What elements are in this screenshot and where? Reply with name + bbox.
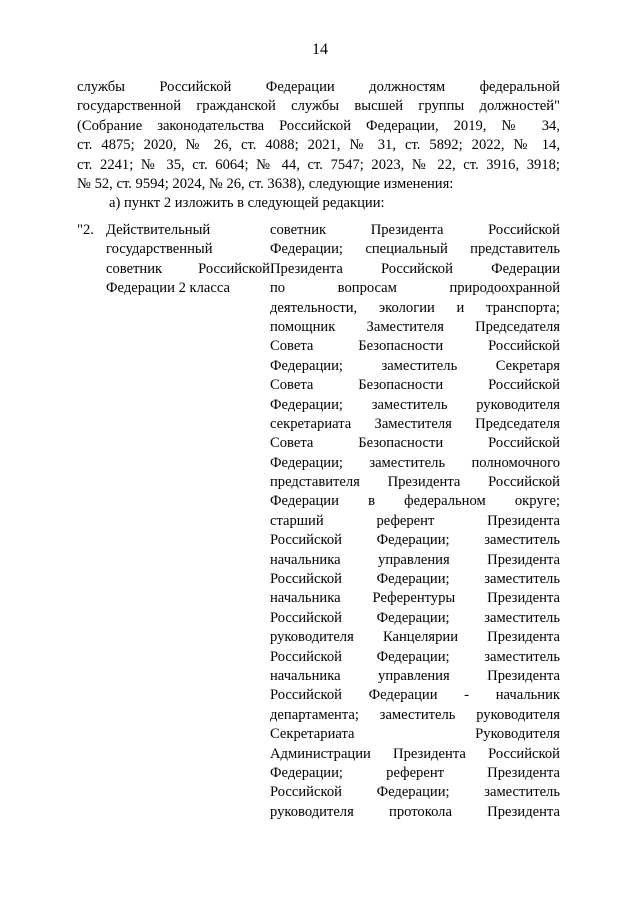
position-line: Российской Федерации; заместитель	[270, 609, 560, 626]
position-line: начальника управления Президента	[270, 551, 560, 568]
page-number: 14	[312, 41, 328, 58]
position-line: Российской Федерации; заместитель	[270, 571, 560, 588]
position-line: Федерации; референт Президента	[270, 764, 560, 781]
intro-line: № 52, ст. 9594; 2024, № 26, ст. 3638), следующие изменения:	[77, 175, 454, 192]
position-line: департамента; заместитель руководителя	[270, 706, 560, 723]
position-line: Секретариата Руководителя	[270, 726, 560, 743]
position-line: деятельности, экологии и транспорта;	[270, 299, 560, 316]
entry-title-line: государственный	[106, 241, 213, 258]
position-line: Федерации; заместитель руководителя	[270, 396, 560, 413]
intro-line: государственной гражданской службы высшей группы должностей"	[77, 98, 560, 115]
intro-line: (Собрание законодательства Российской Федерации, 2019, № 34,	[77, 117, 560, 134]
position-line: Президента Российской Федерации	[270, 260, 560, 277]
sub-item-a: а) пункт 2 изложить в следующей редакции:	[109, 195, 385, 212]
position-line: по вопросам природоохранной	[270, 280, 560, 297]
position-line: Российской Федерации; заместитель	[270, 532, 560, 549]
entry-title-line: советник Российской	[106, 260, 270, 277]
position-line: старший референт Президента	[270, 512, 560, 529]
entry-title-line: Действительный	[106, 222, 211, 238]
position-line: Совета Безопасности Российской	[270, 338, 560, 355]
list-entry-2	[77, 221, 560, 861]
position-line: Федерации в федеральном округе;	[270, 493, 560, 510]
position-line: Федерации; заместитель Секретаря	[270, 357, 560, 374]
position-line: Администрации Президента Российской	[270, 745, 560, 762]
intro-paragraph	[77, 78, 560, 214]
position-line: начальника Референтуры Президента	[270, 590, 560, 607]
intro-line: ст. 4875; 2020, № 26, ст. 4088; 2021, № 31, ст. 5892; 2022, № 14,	[77, 137, 560, 154]
position-line: начальника управления Президента	[270, 667, 560, 684]
intro-line: службы Российской Федерации должностям федеральной	[77, 79, 560, 95]
position-line: руководителя протокола Президента	[270, 803, 560, 820]
position-line: Российской Федерации - начальник	[270, 687, 560, 704]
position-line: Федерации; заместитель полномочного	[270, 454, 560, 471]
position-line: Совета Безопасности Российской	[270, 435, 560, 452]
position-line: Совета Безопасности Российской	[270, 377, 560, 394]
position-line: представителя Президента Российской	[270, 474, 560, 491]
position-line: помощник Заместителя Председателя	[270, 318, 560, 335]
position-line: советник Президента Российской	[270, 222, 560, 238]
entry-title-line: Федерации 2 класса	[106, 280, 230, 297]
entry-number: "2.	[77, 222, 94, 238]
intro-line: ст. 2241; № 35, ст. 6064; № 44, ст. 7547; 2023, № 22, ст. 3916, 3918;	[77, 156, 560, 173]
position-line: Российской Федерации; заместитель	[270, 648, 560, 665]
position-line: Федерации; специальный представитель	[270, 241, 560, 258]
entry-title	[106, 221, 270, 299]
position-line: секретариата Заместителя Председателя	[270, 415, 560, 432]
positions-list	[270, 221, 560, 822]
position-line: руководителя Канцелярии Президента	[270, 629, 560, 646]
position-line: Российской Федерации; заместитель	[270, 784, 560, 801]
